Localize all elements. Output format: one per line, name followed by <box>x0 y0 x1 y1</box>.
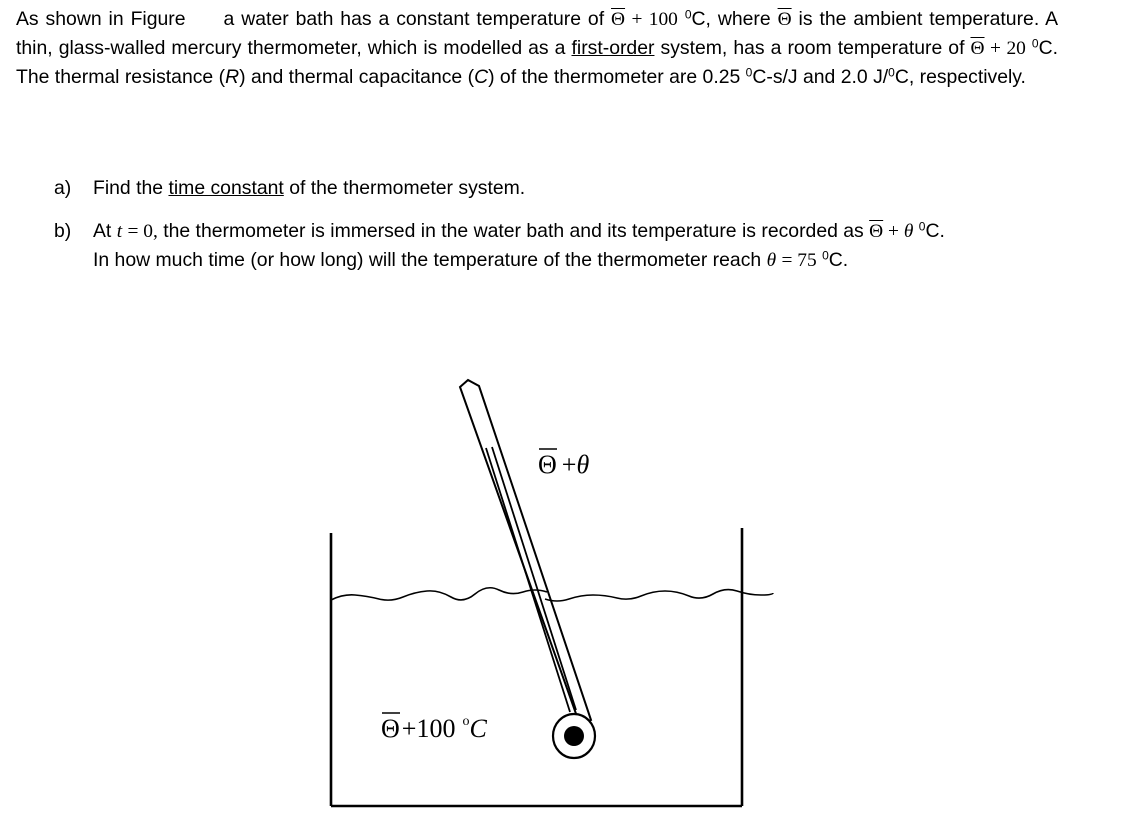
degree-sup: 0 <box>684 7 692 22</box>
bath-expression: $\overline{\Theta} + 100$ <box>611 9 678 30</box>
text: system, has a room temperature of <box>660 37 965 59</box>
text: of the thermometer system. <box>289 177 526 199</box>
question-label: a) <box>54 177 72 199</box>
capacitance-symbol: C <box>474 66 489 88</box>
text: the thermometer is immersed in the water bath and its temperature is recorded as <box>163 220 864 242</box>
math: = 75 <box>781 250 817 271</box>
degree-sup: 0 <box>888 65 895 80</box>
thermometer <box>460 380 595 758</box>
text: is the ambient temperature. A thin, glass-walled mercury thermometer, which is modelled as a <box>16 8 1059 59</box>
bath-temperature-label: Θ+100 $^o$C <box>381 714 487 743</box>
text: a water bath has a constant temperature of <box>223 8 605 30</box>
degree-sup: 0 <box>918 219 926 234</box>
text: C-s/J and 2.0 J/ <box>752 66 889 88</box>
text: C. <box>828 249 849 271</box>
thermometer-label: Θ +θ <box>538 450 590 479</box>
text: ) of the thermometer are 0.25 <box>488 66 741 88</box>
room-expression: $\overline{\Theta} + 20$ <box>970 38 1026 59</box>
degree-sup: 0 <box>745 65 753 80</box>
text: C, respectively. <box>894 66 1026 88</box>
text: Find the <box>93 177 164 199</box>
text: C, where <box>691 8 771 30</box>
text: At <box>93 220 112 242</box>
question-label: b) <box>54 220 72 242</box>
theta-symbol: θ <box>766 250 777 271</box>
bath-container <box>331 528 742 806</box>
degree-sup: 0 <box>822 248 829 263</box>
resistance-symbol: R <box>225 66 240 88</box>
ambient-symbol: $\overline{\Theta}$ <box>777 9 792 30</box>
text: C. The thermal resistance ( <box>16 37 1058 88</box>
time-variable: t <box>116 221 123 242</box>
text: As shown in Figure <box>16 8 186 30</box>
time-constant-term: time constant <box>168 177 284 199</box>
text: ) and thermal capacitance ( <box>239 66 475 88</box>
degree-sup: 0 <box>1031 36 1039 51</box>
water-surface <box>331 588 773 601</box>
text: In how much time (or how long) will the temperature of the thermometer reach <box>93 249 762 271</box>
math: = 0, <box>127 221 158 242</box>
text: C. <box>925 220 945 242</box>
recorded-expression: $\overline{\Theta} + \theta$ <box>869 221 914 242</box>
first-order-term: first-order <box>571 37 655 59</box>
